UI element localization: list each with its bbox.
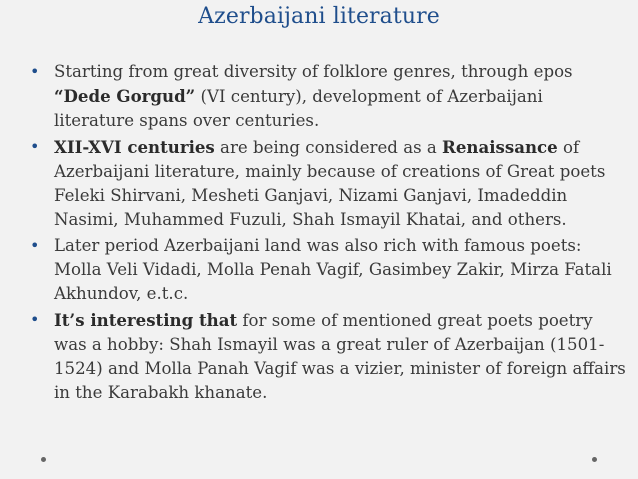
bullet-text-bold: XII-XVI centuries: [54, 137, 215, 157]
decorative-dot-left: [41, 457, 46, 462]
bullet-icon: •: [30, 137, 40, 156]
bullet-text-bold: Renaissance: [442, 137, 558, 157]
bullet-text: (VI century), development of Azerbaijani literature spans over centuries.: [54, 87, 543, 130]
bullet-text-bold: “Dede Gorgud”: [54, 86, 196, 106]
slide-title: Azerbaijani literature: [198, 4, 440, 29]
bullet-text: Starting from great diversity of folklore genres, through epos: [54, 62, 573, 81]
bullet-text: of Azerbaijani literature, mainly because of creations of Great poets Feleki Shirvani, Mesheti Ganjavi, Nizami Ganjavi, Imadeddin Nasimi, Muhammed Fuzuli, Shah Ismayil Khatai, and others.: [54, 138, 606, 229]
bullet-item: [30, 234, 628, 306]
bullet-text-bold: It’s interesting that: [54, 310, 238, 330]
decorative-dot-right: [592, 457, 597, 462]
bullet-icon: •: [30, 310, 40, 329]
bullet-item: [30, 308, 628, 405]
bullet-text: Later period Azerbaijani land was also rich with famous poets: Molla Veli Vidadi, Molla Penah Vagif, Gasimbey Zakir, Mirza Fatali Akhundov, e.t.c.: [54, 236, 612, 303]
bullet-item: [30, 60, 628, 133]
bullet-text: are being considered as a: [214, 138, 443, 157]
bullet-list: [30, 60, 628, 407]
bullet-icon: •: [30, 236, 40, 255]
bullet-item: [30, 135, 628, 232]
bullet-icon: •: [30, 62, 40, 81]
bullet-text: for some of mentioned great poets poetry was a hobby: Shah Ismayil was a great ruler of Azerbaijan (1501-1524) and Molla Panah Vagif was a vizier, minister of foreign affairs in the Karabakh khanate.: [54, 311, 626, 402]
